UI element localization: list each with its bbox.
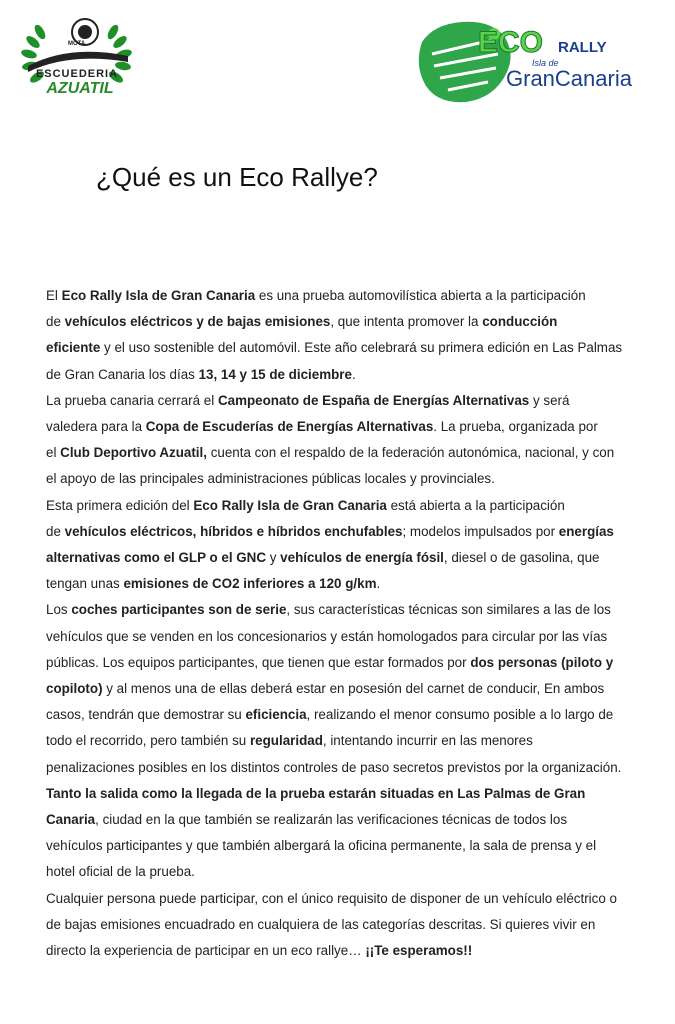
text-run: , intentando incurrir en las menores [322, 733, 533, 749]
text-run: públicas. Los equipos participantes, que tienen que estar formados por [46, 654, 471, 670]
text-run: de [46, 314, 65, 330]
bold-text: regularidad [249, 733, 323, 749]
text-run: vehículos que se venden en los concesionarios y están homologados para circular por las vías [46, 628, 608, 644]
text-run: , que intenta promover la [330, 314, 483, 330]
bold-text: vehículos de energía fósil [280, 550, 444, 566]
text-run: La prueba canaria cerrará el [46, 392, 218, 408]
text-run: , sus características técnicas son similares a las de los [286, 602, 611, 618]
text-run: casos, tendrán que demostrar su [46, 707, 246, 723]
text-run: hotel oficial de la prueba. [46, 864, 195, 880]
body-line [46, 886, 631, 912]
bold-text: 13, 14 y 15 de diciembre [198, 366, 352, 382]
text-run: , realizando el menor consumo posible a lo largo de [306, 707, 614, 723]
text-run: y al menos una de ellas deberá estar en posesión del carnet de conducir, En ambos [102, 681, 605, 697]
laurel-wreath-icon [10, 14, 145, 102]
text-run: . [351, 366, 356, 382]
text-run: , diesel o de gasolina, que [443, 550, 600, 566]
body-line [46, 833, 631, 859]
bold-text: Copa de Escuderías de Energías Alternativas [145, 419, 434, 435]
body-line [46, 466, 631, 492]
text-run: el [46, 445, 61, 461]
body-line [46, 414, 631, 440]
text-run: . [376, 576, 381, 592]
text-run: es una prueba automovilística abierta a la participación [255, 288, 586, 303]
bold-text: ¡¡Te esperamos!! [365, 943, 473, 959]
text-run: y [266, 550, 281, 566]
text-run: Los [46, 602, 72, 618]
bold-text: Tanto la salida como la llegada de la prueba estarán situadas en Las Palmas de Gran [46, 785, 586, 801]
text-run: vehículos participantes y que también albergará la oficina permanente, la sala de prensa y el [46, 838, 597, 854]
text-run: valedera para la [46, 419, 146, 435]
text-run: penalizaciones posibles en los distintos controles de paso secretos previstos por la organización. [46, 759, 622, 775]
body-line [46, 519, 631, 545]
text-run: ; modelos impulsados por [402, 523, 559, 539]
body-paragraphs [46, 283, 631, 964]
bold-text: alternativas como el GLP o el GNC [46, 550, 267, 566]
text-run: de bajas emisiones encuadrado en cualquiera de las categorías descritas. Si quieres vivir en [46, 916, 596, 932]
logo-right-isla: Isla de [532, 58, 559, 68]
logo-right-rally: RALLY [558, 39, 607, 56]
bold-text: Eco Rally Isla de Gran Canaria [193, 497, 387, 513]
body-line [46, 912, 631, 938]
text-run: de Gran Canaria los días [46, 366, 199, 382]
body-line [46, 624, 631, 650]
bold-text: Canaria [46, 812, 96, 828]
eco-rally-logo [412, 14, 662, 110]
text-run: todo el recorrido, pero también su [46, 733, 250, 749]
text-run: de [46, 523, 65, 539]
logo-right-eco: ECO [478, 26, 544, 59]
bold-text: copiloto) [46, 681, 103, 697]
body-line [46, 309, 631, 335]
bold-text: dos personas (piloto y [470, 654, 614, 670]
text-run: Esta primera edición del [46, 497, 194, 513]
body-line [46, 545, 631, 571]
bold-text: Club Deportivo Azuatil, [60, 445, 207, 461]
body-line [46, 440, 631, 466]
text-run: , ciudad en la que también se realizarán las verificaciones técnicas de todos los [95, 812, 568, 828]
logo-right-gran: GranCanaria [506, 66, 632, 91]
text-run: . La prueba, organizada por [433, 419, 598, 435]
escuderia-azuatil-logo [10, 14, 145, 102]
logo-left-text-bottom: AZUATIL [46, 80, 114, 97]
bold-text: vehículos eléctricos y de bajas emisiones [64, 314, 331, 330]
body-line [46, 755, 631, 781]
body-line [46, 859, 631, 885]
body-line [46, 728, 631, 754]
bold-text: Campeonato de España de Energías Alternativas [217, 392, 530, 408]
text-run: el apoyo de las principales administraciones públicas locales y provinciales. [46, 471, 495, 487]
bold-text: vehículos eléctricos, híbridos e híbridos enchufables [64, 523, 403, 539]
text-run: Cualquier persona puede participar, con el único requisito de disponer de un vehículo eléctrico o [46, 890, 617, 906]
text-run: directo la experiencia de participar en un eco rallye… [46, 943, 366, 959]
text-run: tengan unas [46, 576, 124, 592]
page-title: ¿Qué es un Eco Rallye? [96, 162, 378, 192]
bold-text: emisiones de CO2 inferiores a 120 g/km [123, 576, 377, 592]
body-line [46, 388, 631, 414]
body-line [46, 597, 631, 623]
body-line [46, 781, 631, 807]
body-line [46, 362, 631, 388]
logo-left-badge: MOTA [68, 41, 86, 47]
body-line [46, 571, 631, 597]
body-line [46, 938, 631, 964]
text-run: El [46, 288, 62, 303]
body-line [46, 283, 631, 309]
body-line [46, 335, 631, 361]
bold-text: eficiencia [245, 707, 307, 723]
logo-left-text-top: ESCUEDERIA [35, 68, 119, 80]
text-run: está abierta a la participación [386, 497, 565, 513]
body-line [46, 650, 631, 676]
bold-text: coches participantes son de serie [71, 602, 287, 618]
bold-text: conducción [482, 314, 558, 330]
text-run: cuenta con el respaldo de la federación autonómica, nacional, y con [206, 445, 615, 461]
body-line [46, 807, 631, 833]
gran-canaria-island-icon [412, 14, 662, 110]
body-line [46, 493, 631, 519]
body-line [46, 702, 631, 728]
bold-text: energías [558, 523, 614, 539]
bold-text: eficiente [46, 340, 101, 356]
bold-text: Eco Rally Isla de Gran Canaria [61, 288, 256, 303]
text-run: y el uso sostenible del automóvil. Este año celebrará su primera edición en Las Palmas [100, 340, 623, 356]
text-run: y será [529, 392, 570, 408]
body-line [46, 676, 631, 702]
